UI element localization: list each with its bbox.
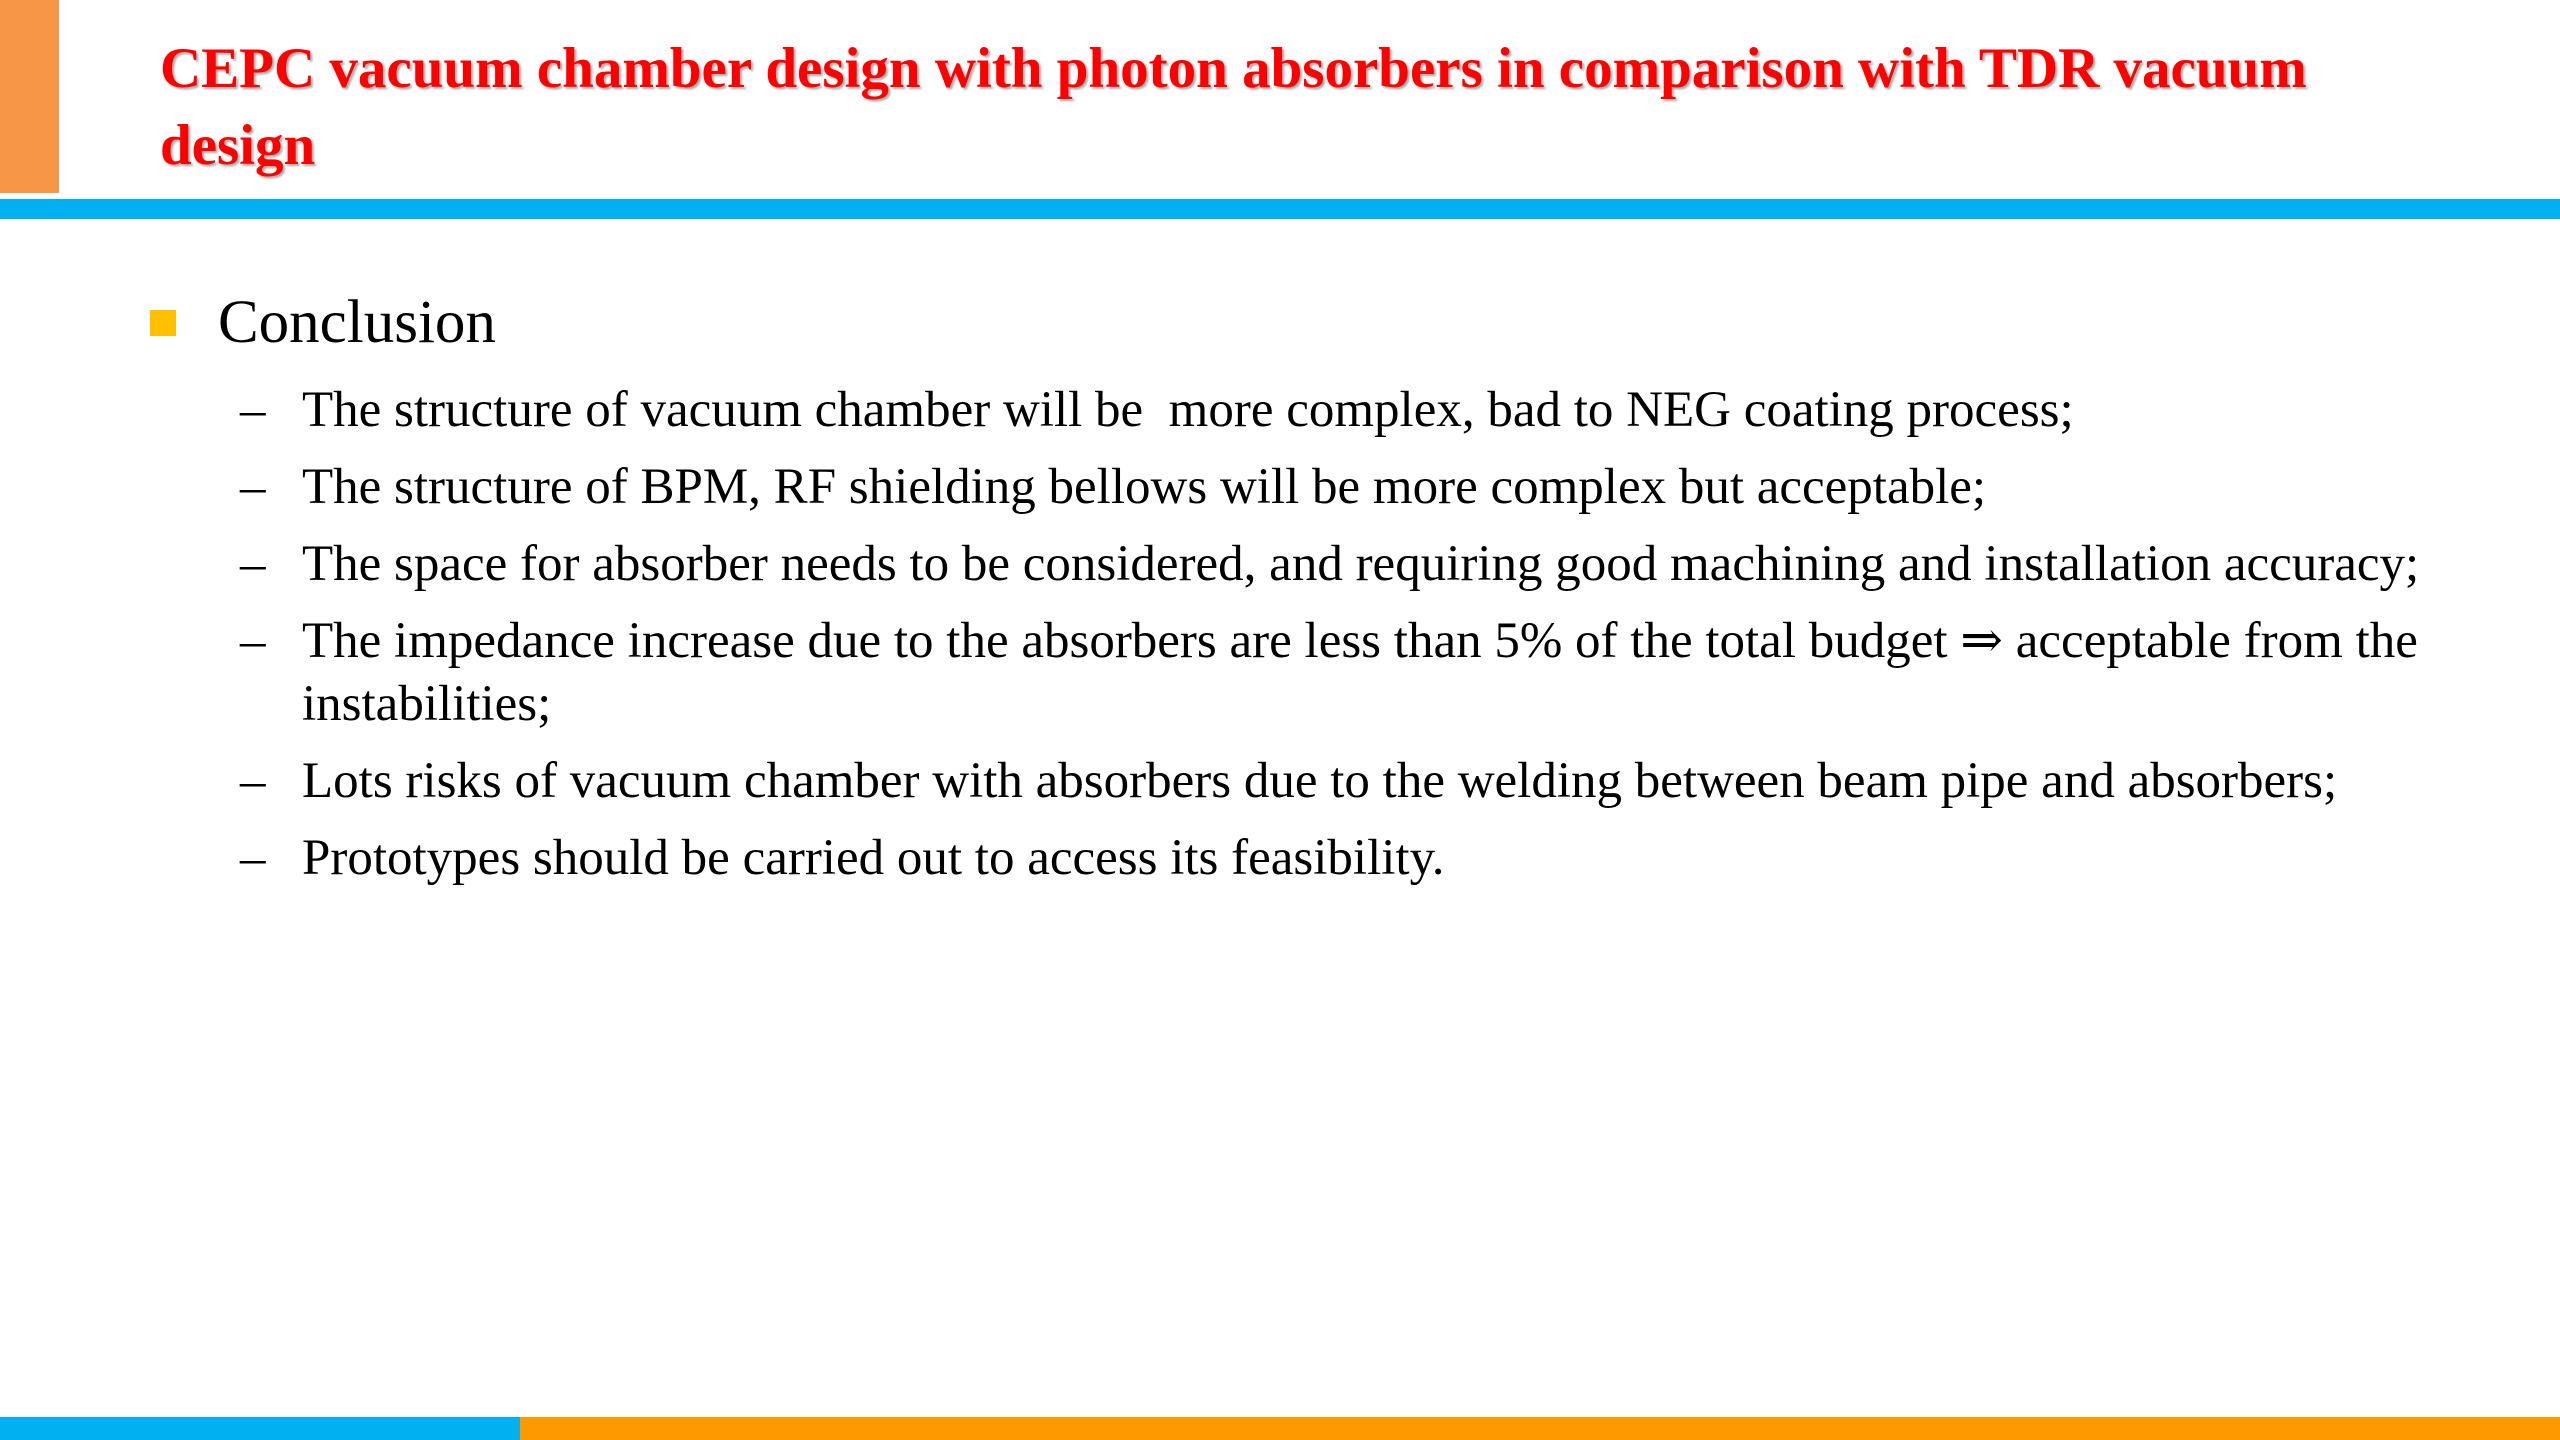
- square-bullet-icon: [150, 310, 176, 336]
- slide-title: CEPC vacuum chamber design with photon absorbers in comparison with TDR vacuum design: [160, 37, 2307, 177]
- point-text: The structure of BPM, RF shielding bellows will be more complex but acceptable;: [302, 459, 1987, 515]
- footer-bar-blue: [0, 1417, 520, 1440]
- conclusion-bullet: [150, 287, 496, 359]
- dash-bullet-icon: –: [240, 613, 266, 669]
- dash-bullet-icon: –: [240, 459, 266, 515]
- list-item: [240, 379, 2440, 442]
- list-item: [240, 827, 2440, 890]
- point-text: Lots risks of vacuum chamber with absorbers due to the welding between beam pipe and absorbers;: [302, 753, 2338, 809]
- conclusion-points: [240, 379, 2440, 904]
- point-text: Prototypes should be carried out to access its feasibility.: [302, 830, 1445, 886]
- list-item: [240, 533, 2440, 596]
- footer-bar-orange: [520, 1417, 2560, 1440]
- dash-bullet-icon: –: [240, 536, 266, 592]
- dash-bullet-icon: –: [240, 753, 266, 809]
- point-text: The space for absorber needs to be considered, and requiring good machining and installation accuracy;: [302, 536, 2420, 592]
- point-text: The impedance increase due to the absorbers are less than 5% of the total budget ⇒ acceptable from the instabilities;: [302, 613, 2431, 732]
- dash-bullet-icon: –: [240, 382, 266, 438]
- dash-bullet-icon: –: [240, 830, 266, 886]
- list-item: [240, 456, 2440, 519]
- title-accent-block: [0, 0, 59, 193]
- conclusion-heading: Conclusion: [218, 289, 496, 356]
- list-item: [240, 610, 2440, 736]
- point-text: The structure of vacuum chamber will be more complex, bad to NEG coating process;: [302, 382, 2074, 438]
- list-item: [240, 750, 2440, 813]
- title-divider: [0, 199, 2560, 219]
